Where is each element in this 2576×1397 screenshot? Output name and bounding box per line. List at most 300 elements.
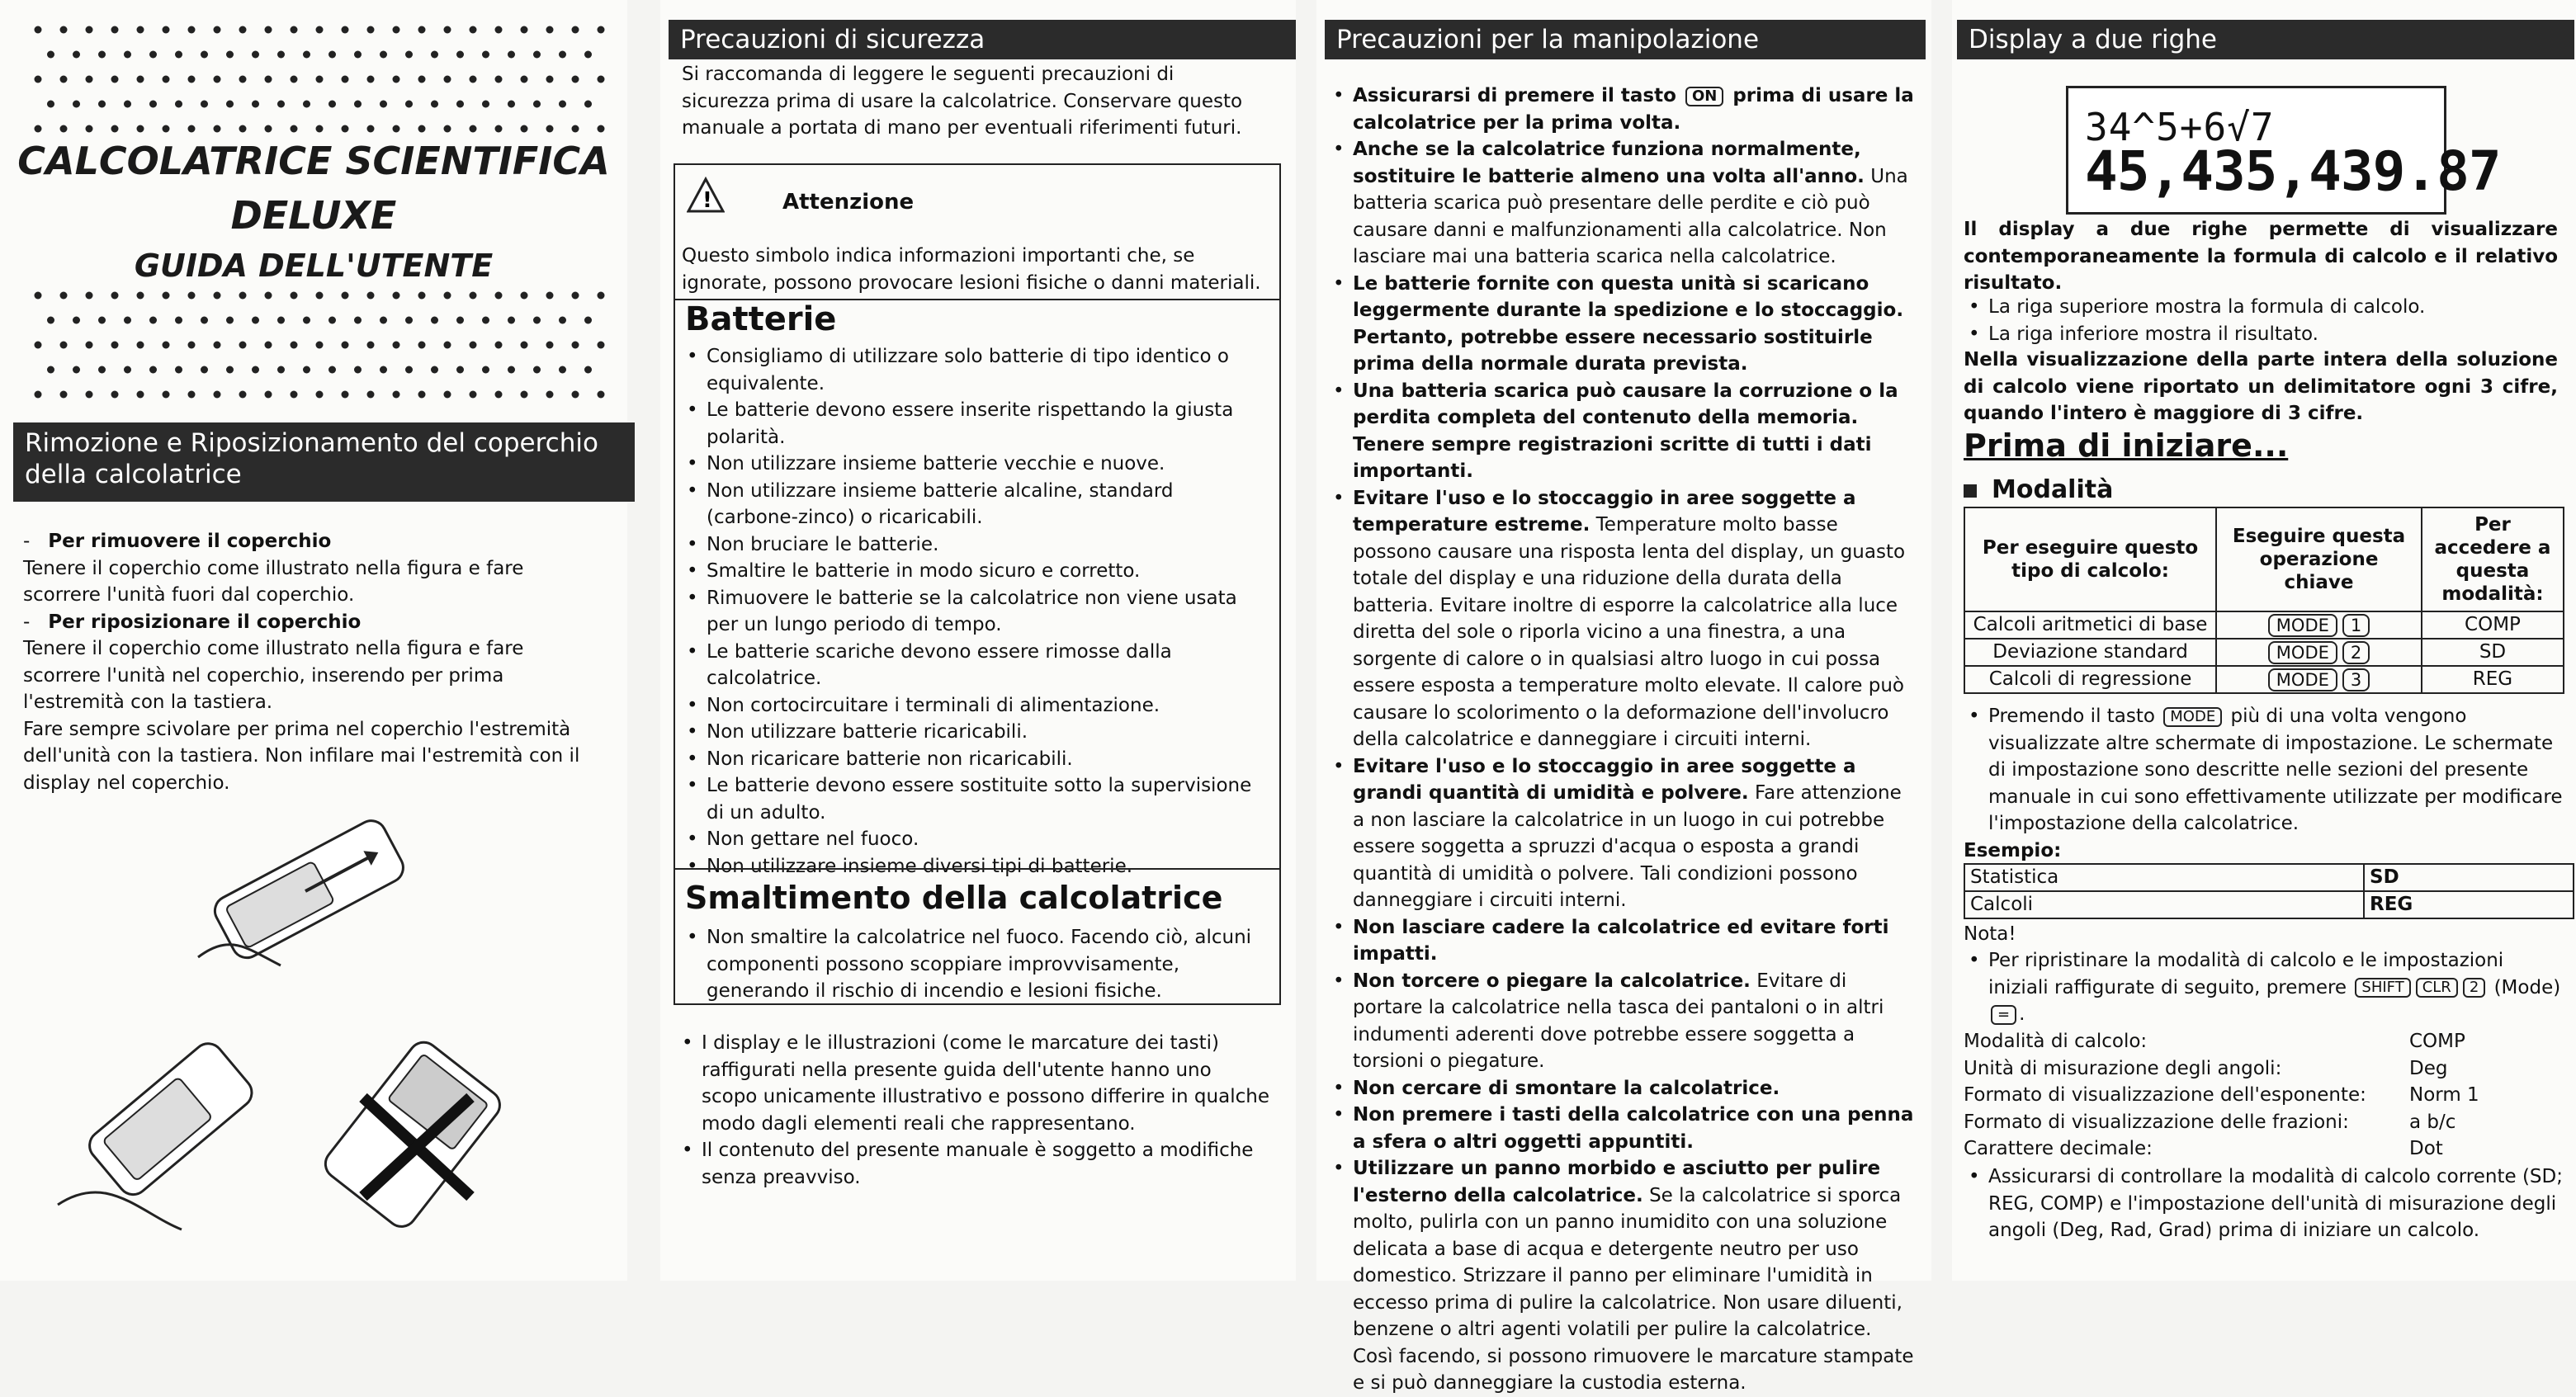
- decorative-dot: [482, 366, 489, 374]
- decorative-dot: [405, 366, 413, 374]
- decorative-dot: [239, 26, 247, 34]
- decorative-dot: [559, 101, 566, 108]
- warning-text: Questo simbolo indica informazioni importanti che, se ignorate, possono provocare lesioni fisiche o danni materiali.: [682, 245, 1261, 294]
- decorative-dot: [572, 125, 579, 133]
- batteries-list: [682, 343, 1264, 880]
- decorative-dot: [508, 51, 515, 59]
- handling-item: • Non lasciare cadere la calcolatrice ed evitare forti impatti.: [1328, 914, 1916, 968]
- battery-item: • Non utilizzare insieme batterie alcaline, standard (carbone-zinco) o ricaricabili.: [682, 478, 1264, 531]
- decorative-dot: [35, 391, 42, 399]
- warning-triangle-icon: [687, 177, 720, 211]
- decorative-dot: [354, 317, 362, 324]
- decorative-dot: [47, 366, 54, 374]
- batteries-divider: [675, 868, 1279, 870]
- decorative-dot: [316, 391, 324, 399]
- decorative-dot: [393, 391, 400, 399]
- decorative-dot: [380, 101, 387, 108]
- decorative-dot: [495, 391, 503, 399]
- decorative-dot: [111, 26, 119, 34]
- decorative-dot: [137, 76, 144, 83]
- initial-settings: [1964, 1028, 2541, 1163]
- battery-item: • Le batterie scariche devono essere rimosse dalla calcolatrice.: [682, 639, 1264, 692]
- decorative-dot: [303, 366, 310, 374]
- decorative-dot: [163, 391, 170, 399]
- decorative-dot: [495, 292, 503, 300]
- display-intro: Il display a due righe permette di visualizzare contemporaneamente la formula di calcolo e il relativo risultato.: [1964, 219, 2558, 294]
- decorative-dot: [47, 101, 54, 108]
- mode-table: [1964, 507, 2564, 694]
- decorative-dot: [316, 342, 324, 349]
- mode-key: MODE: [2268, 641, 2337, 664]
- decorative-dot: [354, 366, 362, 374]
- decorative-dot: [73, 366, 80, 374]
- decorative-dot: [277, 101, 285, 108]
- decorative-dot: [252, 101, 259, 108]
- decorative-dot: [226, 51, 234, 59]
- decorative-dot: [508, 366, 515, 374]
- handling-item: • Evitare l'uso e lo stoccaggio in aree soggette a grandi quantità di umidità e polvere. Fare attenzione a non lasciare la calcolatrice in un luogo in cui potrebbe essere soggetta a spruzzi d'acqua o esposta a grandi quantità di umidità o polvere. Tali condizioni possono danneggiare i circuiti interni.: [1328, 753, 1916, 914]
- decorative-dot: [598, 26, 605, 34]
- lcd-display: [2066, 86, 2501, 215]
- cover-guide-title: GUIDA DELL'UTENTE: [134, 248, 494, 284]
- decorative-dot: [559, 366, 566, 374]
- decorative-dot: [508, 317, 515, 324]
- note-item: • I display e le illustrazioni (come le marcature dei tasti) raffigurati nella presente guida dell'utente hanno uno scopo unicamente illustrativo e possono differire in qualche modo dagli elementi reali che rappresentano.: [677, 1030, 1271, 1137]
- decorative-dot: [111, 391, 119, 399]
- decorative-dot: [316, 26, 324, 34]
- decorative-dot: [482, 101, 489, 108]
- decorative-dot: [367, 125, 375, 133]
- decorative-dot: [98, 101, 106, 108]
- handling-item: • Evitare l'uso e lo stoccaggio in aree soggette a temperature estreme. Temperature molto basse possono causare una risposta lenta del display, un guasto totale del display e una riduzione della durata della batteria. Evitare inoltre di esporre la calcolatrice alla luce diretta del sole o riporla vicino a una finestra, a una sorgente di calore o in qualsiasi altro luogo in cui possa essere esposta a temperature molto elevate. Il calore può causare lo scolorimento o la deformazione dell'involucro della calcolatrice e danneggiare i circuiti interni.: [1328, 485, 1916, 753]
- decorative-dot: [598, 391, 605, 399]
- mode-cell: COMP: [2422, 611, 2564, 639]
- decorative-dot: [175, 366, 182, 374]
- decorative-dot: [265, 26, 272, 34]
- battery-item: • Non utilizzare insieme diversi tipi di batterie.: [682, 853, 1264, 880]
- decorative-dot: [214, 342, 221, 349]
- safety-intro: Si raccomanda di leggere le seguenti precauzioni di sicurezza prima di usare la calcolatrice. Conservare questo manuale a portata di mano per eventuali riferimenti futuri.: [682, 64, 1243, 139]
- decorative-dot: [380, 51, 387, 59]
- display-bullet: • La riga inferiore mostra il risultato.: [1964, 321, 2558, 348]
- reset-note: [1964, 947, 2566, 1028]
- decorative-dot: [367, 26, 375, 34]
- decorative-dot: [354, 51, 362, 59]
- warning-title: Attenzione: [782, 190, 915, 215]
- display-bullet: • La riga superiore mostra la formula di calcolo.: [1964, 294, 2558, 321]
- mode-note: [1964, 703, 2566, 838]
- decorative-dot: [86, 76, 93, 83]
- decorative-dot: [393, 76, 400, 83]
- decorative-dot: [572, 76, 579, 83]
- decorative-dot: [175, 51, 182, 59]
- decorative-dot: [239, 342, 247, 349]
- decorative-dot: [163, 76, 170, 83]
- mode-table-header: Eseguire questa operazione chiave: [2216, 507, 2422, 611]
- decorative-dot: [265, 342, 272, 349]
- decorative-dot: [175, 101, 182, 108]
- decorative-dot: [444, 125, 451, 133]
- example-table: [1964, 863, 2574, 919]
- decorative-dot: [393, 342, 400, 349]
- example-label-cell: Statistica: [1964, 864, 2364, 891]
- decorative-dot: [226, 101, 234, 108]
- decorative-dot: [316, 76, 324, 83]
- remove-text: Tenere il coperchio come illustrato nella figura e fare scorrere l'unità fuori dal coperchio.: [23, 557, 524, 606]
- delimiter-text: Nella visualizzazione della parte intera della soluzione di calcolo viene riportato un delimitatore ogni 3 cifre, quando l'intero è maggiore di 3 cifre.: [1964, 349, 2558, 424]
- setting-row: [1964, 1082, 2541, 1109]
- batteries-title: Batterie: [685, 300, 837, 338]
- decorative-dot: [303, 101, 310, 108]
- decorative-dot: [137, 292, 144, 300]
- battery-item: • Non gettare nel fuoco.: [682, 826, 1264, 853]
- decorative-dot: [201, 366, 208, 374]
- decorative-dot: [431, 51, 438, 59]
- setting-label: Formato di visualizzazione delle frazioni:: [1964, 1111, 2349, 1133]
- setting-value: Deg: [2409, 1057, 2448, 1079]
- decorative-dot: [546, 292, 554, 300]
- battery-item: • Le batterie devono essere inserite rispettando la giusta polarità.: [682, 397, 1264, 451]
- decorative-dot: [35, 26, 42, 34]
- section-header-line1: Rimozione e Riposizionamento del coperchio: [25, 428, 598, 458]
- decorative-dot: [149, 51, 157, 59]
- mode-title: Modalità: [1992, 475, 2114, 504]
- decorative-dot: [214, 391, 221, 399]
- decorative-dot: [431, 366, 438, 374]
- decorative-dot: [367, 292, 375, 300]
- decorative-dot: [367, 342, 375, 349]
- decorative-dot: [214, 125, 221, 133]
- decorative-dot: [265, 292, 272, 300]
- battery-item: • Non ricaricare batterie non ricaricabili.: [682, 746, 1264, 773]
- decorative-dot: [214, 292, 221, 300]
- decorative-dot: [73, 51, 80, 59]
- display-header: Display a due righe: [1957, 20, 2574, 59]
- decorative-dot: [405, 51, 413, 59]
- decorative-dot: [98, 51, 106, 59]
- decorative-dot: [35, 125, 42, 133]
- decorative-dot: [188, 26, 196, 34]
- notes-list: [677, 1030, 1271, 1191]
- decorative-dot: [367, 76, 375, 83]
- decorative-dot: [277, 51, 285, 59]
- decorative-dot: [470, 76, 477, 83]
- decorative-dot: [98, 366, 106, 374]
- decorative-dot: [137, 26, 144, 34]
- decorative-dot: [214, 76, 221, 83]
- handling-item: • Le batterie fornite con questa unità si scaricano leggermente durante la spedizione e lo stoccaggio. Pertanto, potrebbe essere necessario sostituirle prima della normale durata prevista.: [1328, 271, 1916, 378]
- decorative-dot: [73, 317, 80, 324]
- handling-panel: [1316, 0, 1931, 1394]
- cover-removal-illustration: [182, 792, 429, 990]
- decorative-dot: [137, 342, 144, 349]
- setting-label: Modalità di calcolo:: [1964, 1031, 2148, 1052]
- decorative-dot: [111, 76, 119, 83]
- slide-text: Fare sempre scivolare per prima nel coperchio l'estremità dell'unità con la tastiera. Non infilare mai l'estremità con il display nel coperchio.: [23, 718, 580, 794]
- decorative-dot: [521, 76, 528, 83]
- section-header-line2: della calcolatrice: [25, 460, 242, 489]
- key-op-cell: [2216, 639, 2422, 666]
- decorative-dot: [456, 366, 464, 374]
- decorative-dot: [444, 391, 451, 399]
- section-header-cover: [13, 422, 635, 502]
- decorative-dot: [342, 292, 349, 300]
- decorative-dot: [328, 101, 336, 108]
- reposition-text: Tenere il coperchio come illustrato nella figura e fare scorrere l'unità nel coperchio, inserendo per prima l'estremità con la tastiera.: [23, 638, 524, 713]
- decorative-dot: [342, 26, 349, 34]
- decorative-dot: [60, 391, 68, 399]
- decorative-dot: [380, 366, 387, 374]
- decorative-dot: [354, 101, 362, 108]
- decorative-dot: [495, 76, 503, 83]
- decorative-dot: [86, 391, 93, 399]
- lcd-result: 45,435,439.87: [2085, 139, 2501, 203]
- decorative-dot: [418, 292, 426, 300]
- decorative-dot: [533, 317, 541, 324]
- decorative-dot: [35, 342, 42, 349]
- decorative-dot: [188, 125, 196, 133]
- battery-item: • Non bruciare le batterie.: [682, 531, 1264, 559]
- decorative-dot: [584, 366, 592, 374]
- decorative-dot: [470, 26, 477, 34]
- decorative-dot: [470, 125, 477, 133]
- reset-key: CLR: [2416, 978, 2458, 998]
- mode-table-header: Per eseguire questo tipo di calcolo:: [1964, 507, 2216, 611]
- safety-box: [674, 163, 1281, 1005]
- example-value-cell: SD: [2364, 864, 2574, 891]
- decorative-dot: [226, 366, 234, 374]
- decorative-dot: [149, 366, 157, 374]
- decorative-dot: [175, 317, 182, 324]
- decorative-dot: [188, 292, 196, 300]
- calc-type-cell: Calcoli di regressione: [1964, 666, 2216, 693]
- decorative-dot: [277, 317, 285, 324]
- setting-row: [1964, 1055, 2541, 1083]
- handling-item: • Una batteria scarica può causare la corruzione o la perdita completa del contenuto della memoria. Tenere sempre registrazioni scritte di tutti i dati importanti.: [1328, 378, 1916, 485]
- decorative-dot: [572, 391, 579, 399]
- decorative-dot: [393, 292, 400, 300]
- decorative-dot: [559, 51, 566, 59]
- decorative-dot: [584, 101, 592, 108]
- setting-row: [1964, 1135, 2541, 1163]
- decorative-dot: [444, 342, 451, 349]
- cover-instructions: [23, 528, 593, 796]
- decorative-dot: [444, 26, 451, 34]
- mode-table-row: [1964, 611, 2564, 639]
- handling-item: • Non cercare di smontare la calcolatrice.: [1328, 1075, 1916, 1102]
- mode-key: MODE: [2268, 668, 2337, 691]
- decorative-dot: [149, 101, 157, 108]
- decorative-dot: [35, 76, 42, 83]
- decorative-dot: [265, 391, 272, 399]
- decorative-dot: [342, 391, 349, 399]
- decorative-dot: [239, 391, 247, 399]
- decorative-dot: [418, 391, 426, 399]
- battery-item: • Rimuovere le batterie se la calcolatrice non viene usata per un lungo periodo di tempo.: [682, 585, 1264, 639]
- number-key: 2: [2342, 641, 2370, 664]
- battery-item: • Non cortocircuitare i terminali di alimentazione.: [682, 692, 1264, 720]
- decorative-dot: [277, 366, 285, 374]
- mode-cell: REG: [2422, 666, 2564, 693]
- decorative-dot: [431, 317, 438, 324]
- decorative-dot: [86, 125, 93, 133]
- decorative-dot: [265, 125, 272, 133]
- decorative-dot: [163, 292, 170, 300]
- decorative-dot: [86, 292, 93, 300]
- decorative-dot: [584, 317, 592, 324]
- decorative-dot: [598, 292, 605, 300]
- decorative-dot: [405, 101, 413, 108]
- mode-table-row: [1964, 639, 2564, 666]
- decorative-dot: [405, 317, 413, 324]
- setting-row: [1964, 1028, 2541, 1055]
- handling-item: • Assicurarsi di premere il tasto ON prima di usare la calcolatrice per la prima volta.: [1328, 83, 1916, 136]
- decorative-dot: [533, 366, 541, 374]
- decorative-dot: [598, 125, 605, 133]
- decorative-dot: [252, 366, 259, 374]
- battery-item: • Smaltire le batterie in modo sicuro e corretto.: [682, 558, 1264, 585]
- decorative-dot: [201, 51, 208, 59]
- mode-key: MODE: [2163, 707, 2222, 727]
- decorative-dot: [418, 342, 426, 349]
- decorative-dot: [47, 51, 54, 59]
- decorative-dot: [291, 125, 298, 133]
- decorative-dot: [124, 51, 131, 59]
- decorative-dot: [521, 125, 528, 133]
- decorative-dot: [60, 76, 68, 83]
- handling-item: • Non torcere o piegare la calcolatrice. Evitare di portare la calcolatrice nella tasca dei pantaloni o in altri indumenti aderenti dove potrebbe essere soggetta a torsioni o piegature.: [1328, 968, 1916, 1075]
- mode-key: MODE: [2268, 614, 2337, 637]
- cover-panel: [0, 0, 627, 1281]
- handling-header: Precauzioni per la manipolazione: [1325, 20, 1926, 59]
- decorative-dot: [584, 51, 592, 59]
- setting-value: Dot: [2409, 1138, 2443, 1159]
- mode-table-row: [1964, 666, 2564, 693]
- decorative-dot: [124, 317, 131, 324]
- disposal-list: [682, 924, 1264, 1005]
- decorative-dot: [226, 317, 234, 324]
- decorative-dot: [546, 125, 554, 133]
- decorative-dot: [291, 76, 298, 83]
- decorative-dot: [163, 26, 170, 34]
- key-op-cell: [2216, 666, 2422, 693]
- final-note: [1964, 1163, 2566, 1244]
- mode-table-header: Per accedere a questa modalità:: [2422, 507, 2564, 611]
- safety-panel: [660, 0, 1296, 1281]
- decorative-dot: [188, 391, 196, 399]
- disposal-title: Smaltimento della calcolatrice: [685, 880, 1223, 916]
- decorative-dot: [47, 317, 54, 324]
- decorative-dot: [572, 342, 579, 349]
- decorative-dot: [456, 51, 464, 59]
- decorative-dot: [342, 125, 349, 133]
- calc-type-cell: Deviazione standard: [1964, 639, 2216, 666]
- decorative-dot: [239, 125, 247, 133]
- final-note-item: • Assicurarsi di controllare la modalità di calcolo corrente (SD; REG, COMP) e l'impostazione dell'unità di misurazione degli angoli (Deg, Rad, Grad) prima di iniziare un calcolo.: [1964, 1163, 2566, 1244]
- decorative-dot: [572, 26, 579, 34]
- decorative-dot: [470, 342, 477, 349]
- decorative-dot: [367, 391, 375, 399]
- decorative-dot: [201, 317, 208, 324]
- decorative-dot: [239, 76, 247, 83]
- decorative-dot: [60, 342, 68, 349]
- decorative-dot: [291, 342, 298, 349]
- setting-value: COMP: [2409, 1031, 2465, 1052]
- decorative-dot: [328, 366, 336, 374]
- decorative-dot: [316, 292, 324, 300]
- decorative-dot: [508, 101, 515, 108]
- decorative-dot: [572, 292, 579, 300]
- decorative-dot: [598, 342, 605, 349]
- before-title: Prima di iniziare...: [1964, 427, 2289, 464]
- decorative-dot: [546, 342, 554, 349]
- decorative-dot: [86, 342, 93, 349]
- decorative-dot: [495, 26, 503, 34]
- reset-key: 2: [2463, 978, 2485, 998]
- cover-subtitle: DELUXE: [230, 193, 397, 238]
- setting-value: Norm 1: [2409, 1084, 2479, 1106]
- note-item: • Il contenuto del presente manuale è soggetto a modifiche senza preavviso.: [677, 1137, 1271, 1191]
- setting-label: Formato di visualizzazione dell'esponente:: [1964, 1084, 2366, 1106]
- decorative-dot: [201, 101, 208, 108]
- cover-title: CALCOLATRICE SCIENTIFICA: [17, 139, 610, 183]
- decorative-dot: [521, 342, 528, 349]
- battery-item: • Consigliamo di utilizzare solo batterie di tipo identico o equivalente.: [682, 343, 1264, 397]
- decorative-dot: [111, 292, 119, 300]
- decorative-dot: [111, 125, 119, 133]
- decorative-dot: [163, 342, 170, 349]
- battery-item: • Non utilizzare insieme batterie vecchie e nuove.: [682, 451, 1264, 478]
- decorative-dot: [252, 317, 259, 324]
- reposition-heading: - Per riposizionare il coperchio: [23, 611, 362, 633]
- decorative-dot: [418, 125, 426, 133]
- remove-heading: - Per rimuovere il coperchio: [23, 531, 332, 552]
- handling-list: [1328, 83, 1916, 1397]
- decorative-dot: [444, 76, 451, 83]
- decorative-dot: [291, 391, 298, 399]
- cover-wrong-way-illustration: [322, 1023, 520, 1238]
- setting-label: Carattere decimale:: [1964, 1138, 2153, 1159]
- setting-label: Unità di misurazione degli angoli:: [1964, 1057, 2282, 1079]
- decorative-dot: [73, 101, 80, 108]
- decorative-dot: [188, 76, 196, 83]
- number-key: 1: [2342, 614, 2370, 637]
- handling-item: • Non premere i tasti della calcolatrice con una penna a sfera o altri oggetti appuntiti.: [1328, 1102, 1916, 1155]
- display-panel: [1952, 0, 2576, 1281]
- decorative-dot: [60, 26, 68, 34]
- example-row: [1964, 864, 2574, 891]
- decorative-dot: [291, 292, 298, 300]
- decorative-dot: [60, 125, 68, 133]
- decorative-dot: [470, 292, 477, 300]
- disposal-item: • Non smaltire la calcolatrice nel fuoco. Facendo ciò, alcuni componenti possono scoppiare improvvisamente, generando il rischio di incendio e lesioni fisiche.: [682, 924, 1264, 1005]
- decorative-dot: [328, 51, 336, 59]
- example-value-cell: REG: [2364, 891, 2574, 918]
- mode-note-item: • Premendo il tasto MODE più di una volta vengono visualizzate altre schermate di impostazione. Le schermate di impostazione sono descritte nelle sezioni del presente manuale in cui sono effettivamente utilizzate per modificare l'impostazione della calcolatrice.: [1964, 703, 2566, 838]
- on-key: ON: [1685, 87, 1723, 106]
- decorative-dot: [111, 342, 119, 349]
- decorative-dot: [316, 125, 324, 133]
- decorative-dot: [418, 76, 426, 83]
- reset-key: SHIFT: [2355, 978, 2410, 998]
- svg-text:!: !: [702, 188, 712, 213]
- decorative-dot: [495, 342, 503, 349]
- decorative-dot: [328, 317, 336, 324]
- lcd-formula: 34^5+6√7: [2085, 105, 2275, 149]
- example-label-cell: Calcoli: [1964, 891, 2364, 918]
- decorative-dot: [137, 391, 144, 399]
- safety-header: Precauzioni di sicurezza: [669, 20, 1296, 59]
